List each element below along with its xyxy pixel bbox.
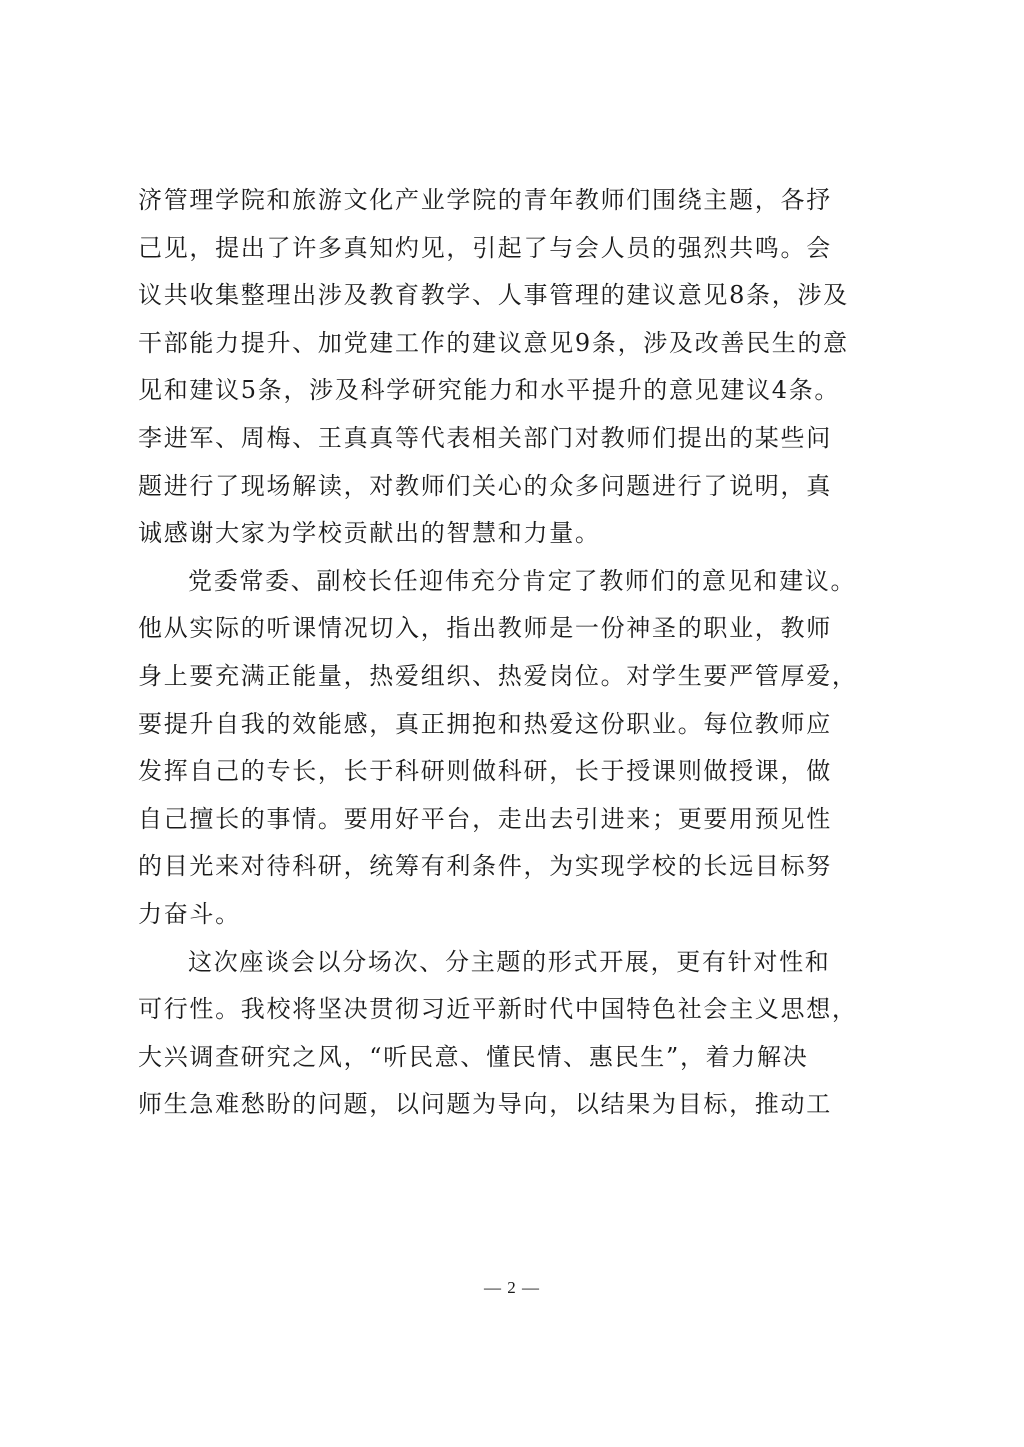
text-line: 发挥自己的专长，长于科研则做科研，长于授课则做授课，做 [138,757,832,786]
text-line: 李进军、周梅、王真真等代表相关部门对教师们提出的某些问 [138,423,832,452]
paragraph-2 [138,558,928,939]
text-line: 要提升自我的效能感，真正拥抱和热爱这份职业。每位教师应 [138,709,832,738]
text-line: 济管理学院和旅游文化产业学院的青年教师们围绕主题，各抒 [138,186,832,214]
text-line: 自己擅长的事情。要用好平台，走出去引进来；更要用预见性 [138,804,832,833]
text-line: 他从实际的听课情况切入，指出教师是一份神圣的职业，教师 [138,614,832,643]
page-number: — 2 — [484,1278,540,1297]
text-line: 这次座谈会以分场次、分主题的形式开展，更有针对性和 [188,947,831,976]
text-line: 大兴调查研究之风，“听民意、懂民情、惠民生”，着力解决 [138,1042,809,1071]
text-line: 党委常委、副校长任迎伟充分肯定了教师们的意见和建议。 [188,566,857,595]
text-line: 的目光来对待科研，统筹有利条件，为实现学校的长远目标努 [138,852,832,881]
text-line: 力奋斗。 [138,899,241,928]
body-text [138,177,928,1129]
text-line: 己见，提出了许多真知灼见，引起了与会人员的强烈共鸣。会 [138,233,832,262]
text-line: 身上要充满正能量，热爱组织、热爱岗位。对学生要严管厚爱， [138,661,858,690]
text-line: 题进行了现场解读，对教师们关心的众多问题进行了说明，真 [138,471,832,500]
paragraph-3 [138,939,928,1129]
text-line: 诚感谢大家为学校贡献出的智慧和力量。 [138,519,601,548]
text-line: 议共收集整理出涉及教育教学、人事管理的建议意见8条，涉及 [138,281,849,310]
paragraph-1 [138,177,928,558]
text-line: 可行性。我校将坚决贯彻习近平新时代中国特色社会主义思想， [138,995,858,1024]
text-line: 师生急难愁盼的问题，以问题为导向，以结果为目标，推动工 [138,1090,832,1119]
text-line: 干部能力提升、加党建工作的建议意见9条，涉及改善民生的意 [138,328,849,357]
text-line: 见和建议5条，涉及科学研究能力和水平提升的意见建议4条。 [138,376,841,405]
